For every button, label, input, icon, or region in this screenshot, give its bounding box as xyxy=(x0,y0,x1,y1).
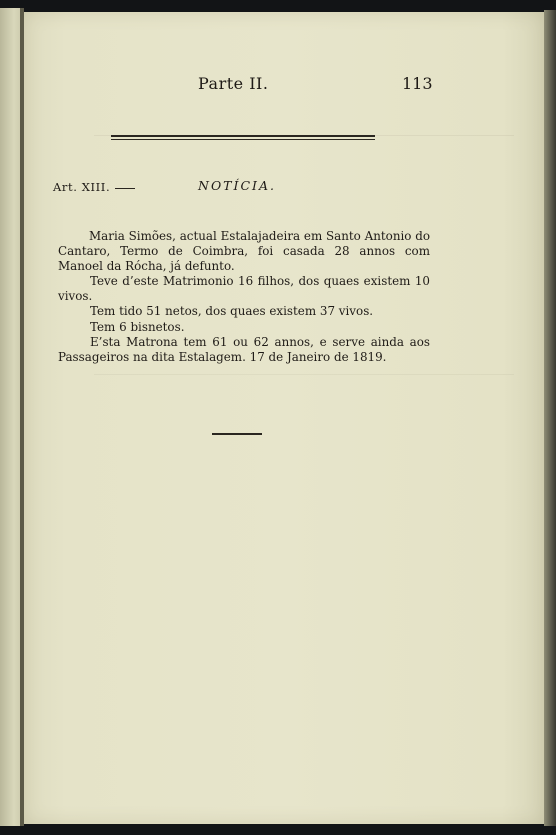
paragraph: Maria Simões, actual Estalajadeira em Santo Antonio do Cantaro, Termo de Coimbra, foi casada 28 annos com Manoel da Rócha, já defunto. xyxy=(58,229,430,274)
article-dash xyxy=(115,188,135,189)
page-right-edge xyxy=(544,10,556,826)
page-number: 113 xyxy=(402,74,433,93)
facing-page-edge xyxy=(0,8,21,826)
running-head: Parte II. xyxy=(198,74,269,93)
article-label xyxy=(53,180,135,194)
paragraph: Teve d’este Matrimonio 16 filhos, dos quaes existem 10 vivos. xyxy=(58,274,430,304)
section-end-rule xyxy=(212,433,262,435)
book-page xyxy=(24,12,544,824)
article-number: Art. XIII. xyxy=(53,180,111,194)
paragraph: Tem tido 51 netos, dos quaes existem 37 vivos. xyxy=(90,304,374,319)
article-title: NOTÍCIA. xyxy=(198,178,276,193)
article-body xyxy=(58,229,430,365)
header-rule xyxy=(111,135,375,140)
paragraph: Tem 6 bisnetos. xyxy=(90,319,185,334)
paragraph: E’sta Matrona tem 61 ou 62 annos, e serve ainda aos Passageiros na dita Estalagem. 17 de Janeiro de 1819. xyxy=(58,334,430,364)
